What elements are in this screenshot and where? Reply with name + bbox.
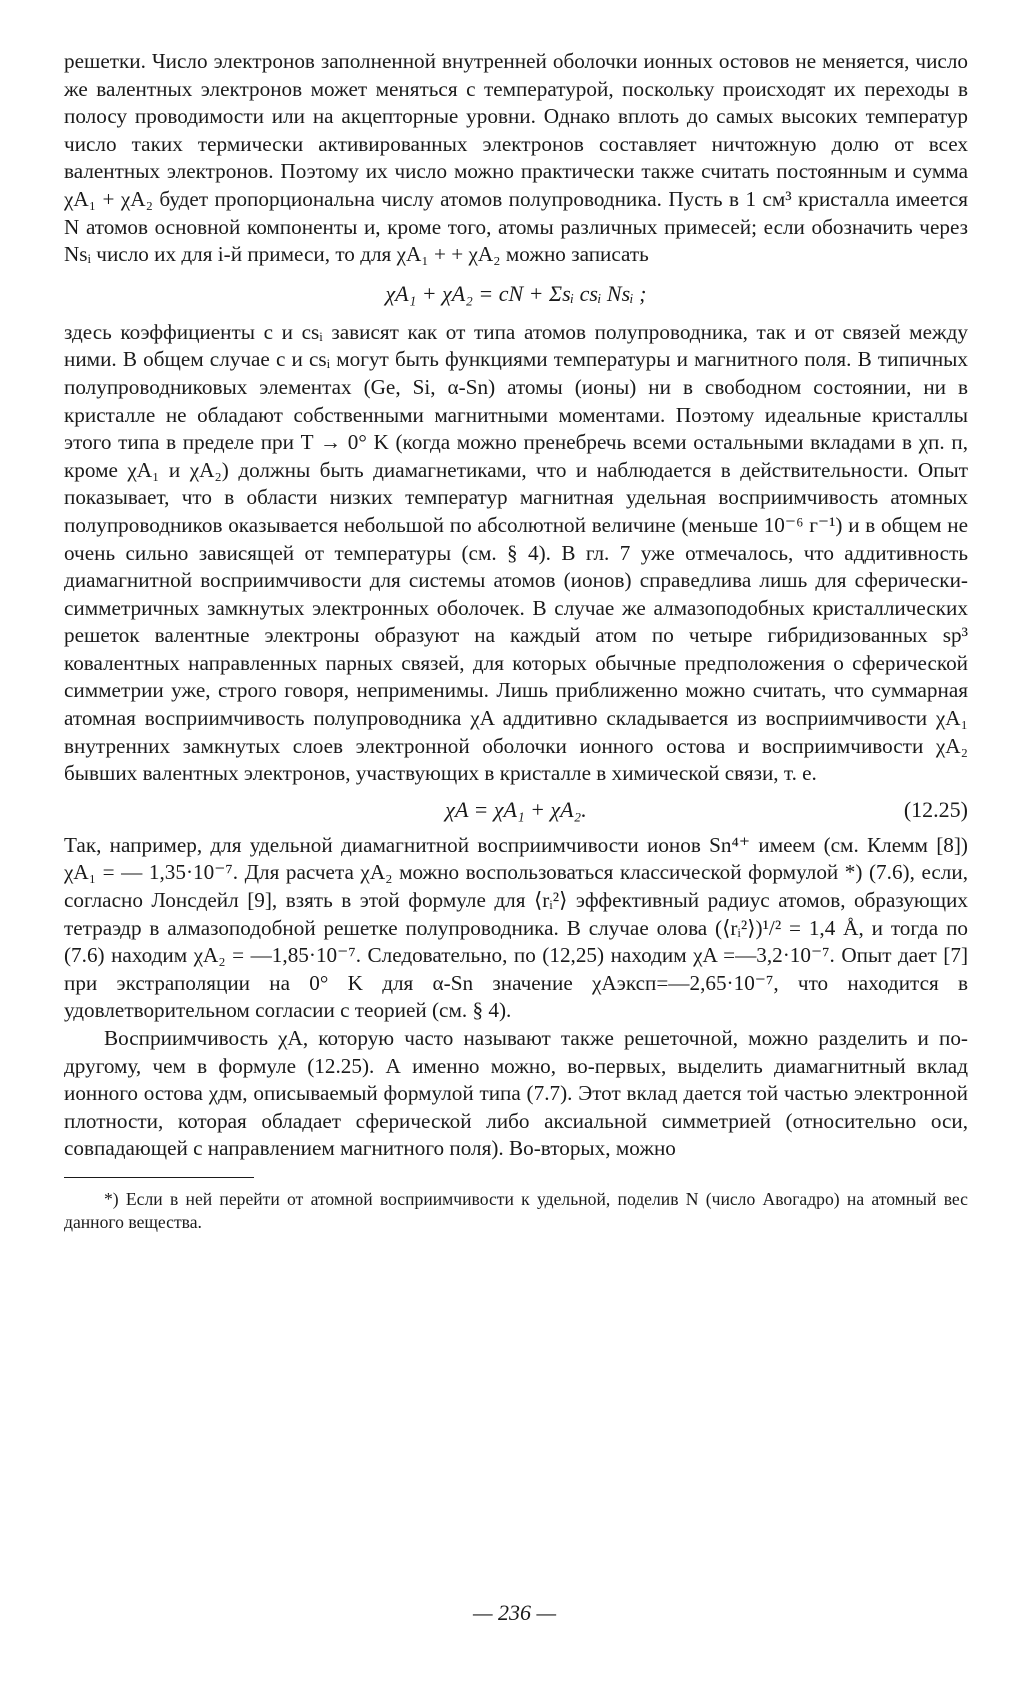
formula-12-25 <box>64 788 968 832</box>
paragraph-4: Восприимчивость χA, которую часто называют также решеточной, можно разделить и по-другому, чем в формуле (12.25). А именно можно, во-первых, выделить диамагнитный вклад ионного остова χдм, описываемый формулой типа (7.7). Этот вклад дается той частью электронной плотности, которая обладает сферической либо аксиальной симметрией (относительно оси, совпадающей с направлением магнитного поля). Во-вторых, можно <box>64 1026 968 1161</box>
footnote: *) Если в ней перейти от атомной восприимчивости к удельной, поделив N (число Авогадро) на атомный вес данного вещества. <box>64 1188 968 1232</box>
footnote-divider <box>64 1177 254 1178</box>
formula-12-25-expression: χA = χA₁ + χA₂. <box>445 796 587 822</box>
paragraph-2: здесь коэффициенты c и csᵢ зависят как от типа атомов полупроводника, так и от связей между ними. В общем случае c и csᵢ могут быть функциями температуры и магнитного поля. В типичных полупроводниковых элементах (Ge, Si, α-Sn) атомы (ионы) ни в свободном состоянии, ни в кристалле не обладают собственными магнитными моментами. Поэтому идеальные кристаллы этого типа в пределе при T → 0° K (когда можно пренебречь всеми остальными вкладами в χп. п, кроме χA₁ и χA₂) должны быть диамагнетиками, что и наблюдается в действительности. Опыт показывает, что в области низких температур магнитная удельная восприимчивость атомных полупроводников оказывается небольшой по абсолютной величине (меньше 10⁻⁶ г⁻¹) и в общем не очень сильно зависящей от температуры (см. § 4). В гл. 7 уже отмечалось, что аддитивность диамагнитной восприимчивости для системы атомов (ионов) справедлива лишь для сферически-симметричных замкнутых электронных оболочек. В случае же алмазоподобных кристаллических решеток валентные электроны образуют на каждый атом по четыре гибридизованных sp³ ковалентных направленных парных связей, для которых обычные предположения о сферической симметрии уже, строго говоря, неприменимы. Лишь приближенно можно считать, что суммарная атомная восприимчивость полупроводника χA аддитивно складывается из восприимчивости χA₁ внутренних замкнутых слоев электронной оболочки ионного остова и восприимчивости χA₂ бывших валентных электронов, участвующих в кристалле в химической связи, т. е. <box>64 319 968 786</box>
paragraph-3: Так, например, для удельной диамагнитной восприимчивости ионов Sn⁴⁺ имеем (см. Клемм [8]) χA₁ = — 1,35·10⁻⁷. Для расчета χA₂ можно воспользоваться классической формулой *) (7.6), если, согласно Лонсдейл [9], взять в этой формуле для ⟨rᵢ²⟩ эффективный радиус атомов, образующих тетраэдр в алмазоподобной решетке полупроводника. В случае олова (⟨rᵢ²⟩)¹/² = 1,4 Å, и тогда по (7.6) находим χA₂ = —1,85·10⁻⁷. Следовательно, по (12,25) находим χA =—3,2·10⁻⁷. Опыт дает [7] при экстраполяции на 0° K для α-Sn значение χAэксп=—2,65·10⁻⁷, что находится в удовлетворительном согласии с теорией (см. § 4). <box>64 832 968 1023</box>
formula-12-25-number: (12.25) <box>903 796 968 822</box>
formula-sum: χA₁ + χA₂ = cN + Σsᵢ csᵢ Nsᵢ ; <box>385 280 647 306</box>
paragraph-1: решетки. Число электронов заполненной внутренней оболочки ионных остовов не меняется, число же валентных электронов может меняться с температурой, поскольку происходят их переходы в полосу проводимости или на акцепторные уровни. Однако вплоть до самых высоких температур число таких термически активированных электронов составляет ничтожную долю от всех валентных электронов. Поэтому их число можно практически также считать постоянным и сумма χA₁ + χA₂ будет пропорциональна числу атомов полупроводника. Пусть в 1 см³ кристалла имеется N атомов основной компоненты и, кроме того, атомы различных примесей; если обозначить через Nsᵢ число их для i-й примеси, то для χA₁ + + χA₂ можно записать <box>64 49 968 267</box>
page-number: — 236 — <box>472 1600 557 1625</box>
page-body <box>64 48 968 1234</box>
